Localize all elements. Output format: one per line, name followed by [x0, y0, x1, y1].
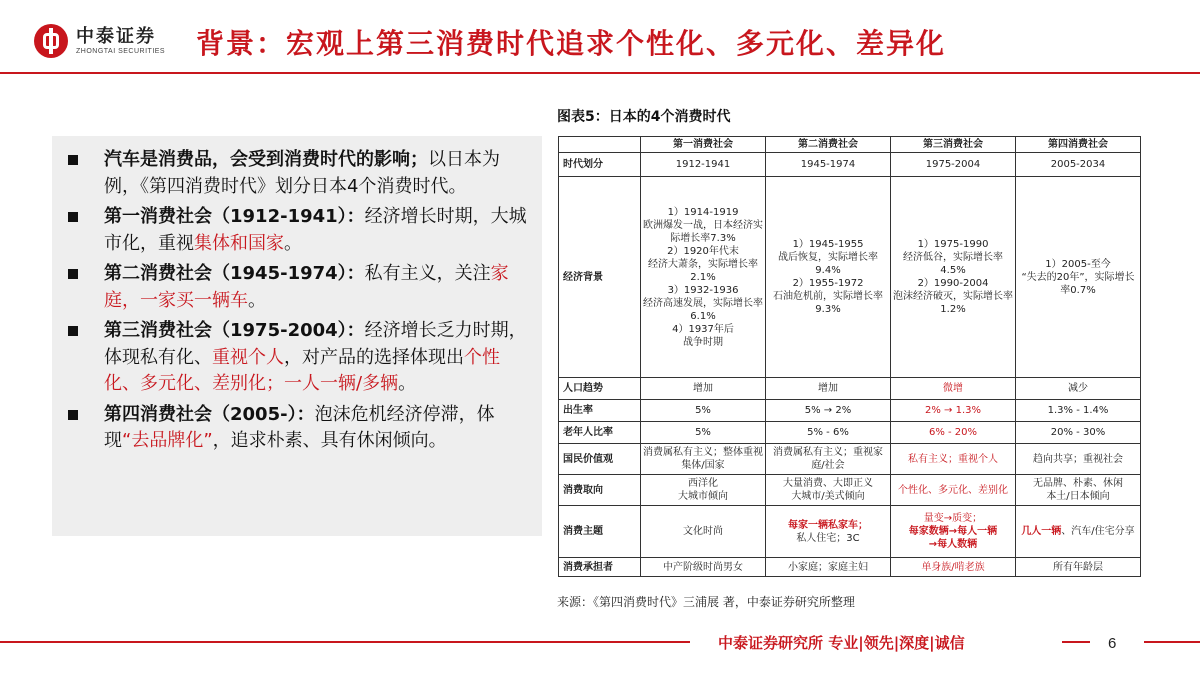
table-header-cell: 第三消费社会 — [891, 137, 1016, 153]
row-label: 消费承担者 — [559, 558, 641, 577]
table-cell — [891, 506, 1016, 558]
table-cell: 6% - 20% — [891, 422, 1016, 444]
table-row — [559, 558, 1141, 577]
table-cell: 无品牌、朴素、休闲 本土/日本倾向 — [1016, 475, 1141, 506]
bullet-text: 。 — [284, 232, 302, 254]
table-header-cell: 第一消费社会 — [641, 137, 766, 153]
table-header-cell — [559, 137, 641, 153]
table-row — [559, 378, 1141, 400]
table-cell: 1912-1941 — [641, 153, 766, 177]
table-row — [559, 153, 1141, 177]
table-cell: 2005-2034 — [1016, 153, 1141, 177]
row-label: 老年人比率 — [559, 422, 641, 444]
row-label: 时代划分 — [559, 153, 641, 177]
row-label: 消费取向 — [559, 475, 641, 506]
footer-slogan: 中泰证券研究所 专业|领先|深度|诚信 — [718, 634, 965, 652]
source-note: 来源：《第四消费时代》三浦展 著，中泰证券研究所整理 — [557, 595, 855, 609]
logo-name-cn: 中泰证券 — [76, 25, 156, 47]
bullet-item — [62, 402, 532, 455]
bullet-item — [62, 318, 532, 398]
theme-highlight: 几人一辆 — [1021, 526, 1062, 537]
table-cell: 私有主义；重视个人 — [891, 444, 1016, 475]
table-cell: 趋向共享；重视社会 — [1016, 444, 1141, 475]
table-cell: 1945-1974 — [766, 153, 891, 177]
table-cell: 消费属私有主义；重视家庭/社会 — [766, 444, 891, 475]
table-cell: 20% - 30% — [1016, 422, 1141, 444]
theme-highlight: 每家一辆私家车； — [788, 519, 868, 531]
row-label: 消费主题 — [559, 506, 641, 558]
table-cell: 消费属私有主义；整体重视集体/国家 — [641, 444, 766, 475]
table-cell: 增加 — [766, 378, 891, 400]
table-cell: 单身族/啃老族 — [891, 558, 1016, 577]
table-cell: 微增 — [891, 378, 1016, 400]
bullet-text: 经济增长乏力时期，体现私有化、 — [104, 320, 527, 368]
table-cell: 西洋化 大城市倾向 — [641, 475, 766, 506]
table-row — [559, 400, 1141, 422]
bullet-highlight: 个性化、多元化、差别化；一人一辆/多辆 — [104, 346, 500, 394]
table-header-row — [559, 137, 1141, 153]
company-logo — [34, 24, 165, 58]
page-number: 6 — [1108, 635, 1117, 652]
table-cell: 1）2005-至今 “失去的20年”，实际增长率0.7% — [1016, 177, 1141, 378]
bullet-text: 泡沫危机经济停滞，体现 — [104, 403, 495, 451]
bullet-text: 。 — [248, 289, 266, 311]
table-cell: 大量消费、大即正义 大城市/美式倾向 — [766, 475, 891, 506]
bullet-item — [62, 204, 532, 257]
bullet-heading: 第四消费社会（2005-）： — [104, 403, 315, 425]
table-cell: 减少 — [1016, 378, 1141, 400]
row-label: 国民价值观 — [559, 444, 641, 475]
bullet-text: ，对产品的选择体现出 — [284, 346, 464, 368]
theme-highlight: 每家数辆→每人一辆 — [908, 526, 998, 537]
footer-line-right — [1144, 641, 1200, 643]
bullet-heading: 第一消费社会（1912-1941）： — [104, 206, 365, 227]
table-header-cell: 第四消费社会 — [1016, 137, 1141, 153]
figure-title: 图表5：日本的4个消费时代 — [557, 109, 731, 125]
bullet-text: ，追求朴素、具有休闲倾向。 — [212, 430, 447, 451]
table-row — [559, 444, 1141, 475]
table-header-cell: 第二消费社会 — [766, 137, 891, 153]
table-cell: 小家庭；家庭主妇 — [766, 558, 891, 577]
table-cell: 5% → 2% — [766, 400, 891, 422]
table-row — [559, 506, 1141, 558]
table-cell: 所有年龄层 — [1016, 558, 1141, 577]
bullet-heading: 汽车是消费品，会受到消费时代的影响； — [104, 149, 428, 170]
table-cell: 1.3% - 1.4% — [1016, 400, 1141, 422]
bullet-text: 经济增长时期，大城市化，重视 — [104, 206, 527, 254]
row-label: 经济背景 — [559, 177, 641, 378]
table-cell: 增加 — [641, 378, 766, 400]
bullet-heading: 第二消费社会（1945-1974）： — [104, 263, 365, 284]
table-row — [559, 422, 1141, 444]
consumption-era-table — [558, 136, 1141, 577]
table-cell: 1）1914-1919 欧洲爆发一战，日本经济实际增长率7.3% 2）1920年代末 经济大萧条，实际增长率2.1% 3）1932-1936 经济高速发展，实际增长率6.1% 4）1937年后 战争时期 — [641, 177, 766, 378]
row-label: 出生率 — [559, 400, 641, 422]
logo-mark-icon — [34, 24, 68, 58]
theme-text: 私人住宅；3C — [796, 532, 860, 544]
theme-text: 、汽车/住宅分享 — [1061, 526, 1135, 537]
table-cell: 5% - 6% — [766, 422, 891, 444]
logo-name-en: ZHONGTAI SECURITIES — [76, 47, 166, 55]
table-cell — [1016, 506, 1141, 558]
summary-bullets — [62, 147, 532, 459]
bullet-highlight: “去品牌化” — [122, 430, 213, 451]
bullet-highlight: 集体和国家 — [194, 232, 284, 254]
theme-highlight: 量变→质变； — [923, 513, 983, 524]
table-row — [559, 177, 1141, 378]
table-cell: 文化时尚 — [641, 506, 766, 558]
bullet-text: 以日本为例，《第四消费时代》划分日本4个消费时代。 — [104, 149, 500, 197]
table-cell: 5% — [641, 400, 766, 422]
bullet-text: 私有主义，关注 — [364, 263, 491, 284]
bullet-highlight: 家庭，一家买一辆车 — [104, 263, 509, 311]
table-cell: 中产阶级时尚男女 — [641, 558, 766, 577]
table-cell — [766, 506, 891, 558]
footer-line-left — [0, 641, 690, 643]
theme-highlight: →每人数辆 — [928, 539, 978, 550]
table-cell: 5% — [641, 422, 766, 444]
bullet-text: 。 — [398, 373, 417, 394]
bullet-item — [62, 147, 532, 200]
table-cell: 1）1975-1990 经济低谷，实际增长率4.5% 2）1990-2004 泡沫经济破灭，实际增长率1.2% — [891, 177, 1016, 378]
header-divider — [0, 72, 1200, 74]
footer-line-mid — [1062, 641, 1090, 643]
bullet-heading: 第三消费社会（1975-2004）： — [104, 320, 365, 341]
table-cell: 1）1945-1955 战后恢复，实际增长率9.4% 2）1955-1972 石油危机前，实际增长率9.3% — [766, 177, 891, 378]
table-row — [559, 475, 1141, 506]
row-label: 人口趋势 — [559, 378, 641, 400]
slide-title: 背景：宏观上第三消费时代追求个性化、多元化、差异化 — [196, 27, 947, 60]
table-cell: 2% → 1.3% — [891, 400, 1016, 422]
bullet-item — [62, 261, 532, 314]
table-cell: 个性化、多元化、差别化 — [891, 475, 1016, 506]
table-cell: 1975-2004 — [891, 153, 1016, 177]
bullet-highlight: 重视个人 — [212, 346, 284, 368]
